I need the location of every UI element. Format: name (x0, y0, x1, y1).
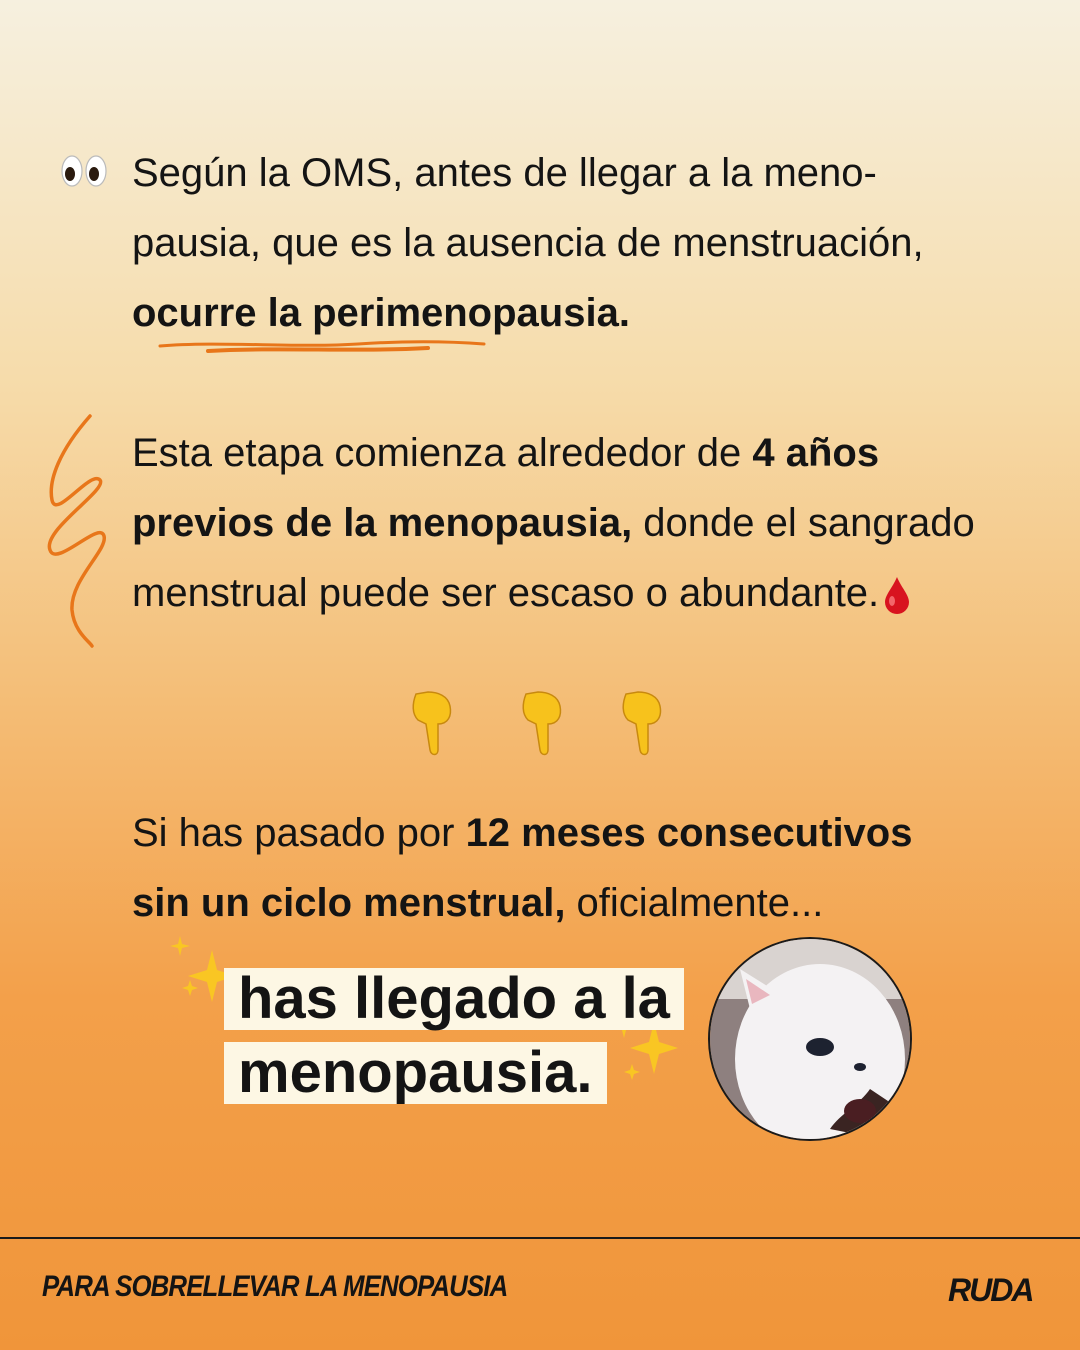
squiggle-decoration (30, 410, 120, 650)
paragraph2-text-b: donde el sangrado (632, 501, 975, 545)
eyes-icon (60, 154, 108, 188)
headline-line2: menopausia. (224, 1042, 607, 1104)
paragraph1-line1: Según la OMS, antes de llegar a la meno- (132, 151, 877, 195)
paragraph2-bold-b: previos de la menopausia, (132, 501, 633, 545)
pointing-down-icon (518, 690, 568, 756)
pointing-down-row (408, 690, 678, 760)
blood-drop-icon (883, 575, 911, 615)
paragraph1-line2: pausia, que es la ausencia de menstruación, (132, 221, 924, 265)
paragraph3-text-b: oficialmente... (565, 881, 824, 925)
footer-divider (0, 1237, 1080, 1239)
cat-photo (708, 937, 912, 1141)
paragraph-twelve-months (132, 798, 1052, 938)
paragraph-stage-description (132, 418, 1052, 628)
paragraph2-text-c: menstrual puede ser escaso o abundante. (132, 571, 880, 615)
pointing-down-icon (408, 690, 458, 756)
paragraph2-bold-a: 4 años (752, 431, 880, 475)
paragraph2-text-a: Esta etapa comienza alrededor de (132, 431, 753, 475)
paragraph3-text-a: Si has pasado por (132, 811, 466, 855)
headline-line1: has llegado a la (224, 968, 684, 1030)
ruda-logo: RUDA (948, 1272, 1033, 1308)
paragraph3-bold-b: sin un ciclo menstrual, (132, 881, 566, 925)
cat-illustration (710, 939, 910, 1139)
paragraph-perimenopause-intro (132, 138, 1052, 348)
paragraph3-bold-a: 12 meses consecutivos (465, 811, 913, 855)
paragraph1-bold: ocurre la perimenopausia. (132, 291, 630, 335)
brush-underline-decoration (158, 338, 488, 356)
footer-tagline: PARA SOBRELLEVAR LA MENOPAUSIA (42, 1270, 508, 1303)
pointing-down-icon (618, 690, 668, 756)
